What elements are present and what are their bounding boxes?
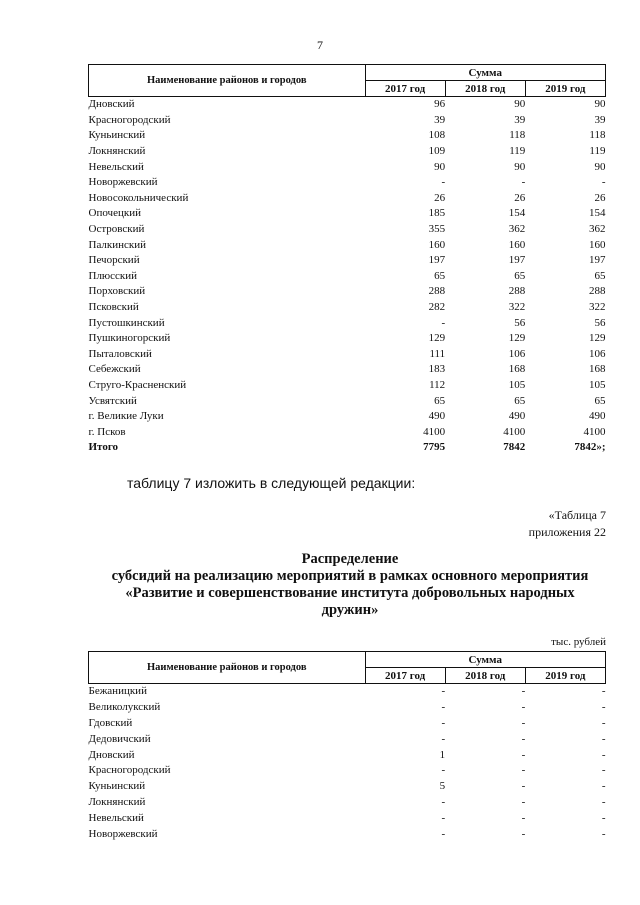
cell-2019: - [601, 764, 606, 777]
cell-2018: - [521, 827, 526, 840]
cell-name: Плюсский [88, 269, 138, 282]
cell-name: Бежаницкий [88, 685, 147, 698]
heading-line4: дружин» [321, 602, 379, 618]
cell-2018: 129 [508, 332, 526, 345]
cell-2018: 56 [514, 316, 526, 329]
cell-2017: 160 [428, 238, 446, 251]
cell-2017: 109 [428, 145, 446, 158]
cell-2019: 4100 [583, 425, 606, 438]
cell-2017: 5 [439, 780, 446, 793]
cell-2018: - [521, 780, 526, 793]
cell-2019: 90 [594, 98, 606, 111]
units-label: тыс. рублей [551, 636, 606, 648]
cell-2017: 26 [434, 191, 446, 204]
cell-2017: 4100 [423, 425, 446, 438]
cell-2018: 26 [514, 191, 526, 204]
cell-name: Опочецкий [88, 207, 141, 220]
cell-2017: 1 [439, 748, 446, 761]
cell-2017: 90 [434, 160, 446, 173]
cell-name: Красногородский [88, 113, 171, 126]
amendment-instruction: таблицу 7 изложить в следующей редакции: [127, 475, 416, 491]
table-row [89, 113, 606, 129]
column-header-2019: 2019 год [525, 668, 605, 684]
table-row [89, 331, 606, 347]
cell-2018: - [521, 716, 526, 729]
cell-2018: - [521, 176, 526, 189]
table-row [89, 206, 606, 222]
cell-name: Дновский [88, 98, 135, 111]
cell-2018: 118 [509, 129, 526, 142]
cell-2017: 96 [434, 98, 446, 111]
cell-name: Итого [88, 441, 119, 454]
cell-2018: 197 [508, 254, 526, 267]
cell-2017: - [441, 316, 446, 329]
cell-name: Локнянский [88, 145, 146, 158]
cell-name: Пушкиногорский [88, 332, 171, 345]
table-row [89, 269, 606, 285]
cell-2019: 56 [594, 316, 606, 329]
cell-2019: - [601, 701, 606, 714]
cell-name: Локнянский [88, 795, 146, 808]
cell-2018: 90 [514, 160, 526, 173]
cell-2019: - [601, 748, 606, 761]
cell-2017: 355 [428, 223, 446, 236]
cell-2018: 106 [508, 347, 526, 360]
cell-2018: 65 [514, 394, 526, 407]
table-row [89, 716, 606, 732]
table-row [89, 393, 606, 409]
cell-2017: 108 [428, 129, 446, 142]
cell-2019: - [601, 176, 606, 189]
cell-2017: - [441, 811, 446, 824]
table-row [89, 300, 606, 316]
heading-line2: субсидий на реализацию мероприятий в рамках основного мероприятия [111, 568, 589, 584]
cell-name: Красногородский [88, 764, 171, 777]
cell-2018: 7842 [503, 441, 526, 454]
cell-2017: - [441, 764, 446, 777]
table-row [89, 175, 606, 191]
table-row [89, 810, 606, 826]
cell-2018: 4100 [503, 425, 526, 438]
table-row [89, 128, 606, 144]
cell-2017: 288 [428, 285, 446, 298]
table-row [89, 795, 606, 811]
cell-name: г. Великие Луки [88, 410, 164, 423]
cell-2017: - [441, 701, 446, 714]
column-header-2017: 2017 год [365, 81, 445, 97]
cell-2017: 39 [434, 113, 446, 126]
table-reference-line1: «Таблица 7 [548, 508, 606, 522]
column-header-name: Наименование районов и городов [89, 652, 366, 684]
column-header-2018: 2018 год [445, 81, 525, 97]
cell-2017: 490 [428, 410, 446, 423]
heading-line1: Распределение [301, 551, 399, 567]
table-total-row [89, 440, 606, 456]
table-row [89, 284, 606, 300]
cell-2018: 288 [508, 285, 526, 298]
table-heading [90, 551, 610, 619]
table-row [89, 222, 606, 238]
cell-2019: 90 [594, 160, 606, 173]
column-header-sum: Сумма [365, 65, 605, 81]
cell-2018: 362 [508, 223, 526, 236]
cell-2019: 119 [589, 145, 606, 158]
cell-name: Дновский [88, 748, 135, 761]
cell-2017: 112 [429, 378, 446, 391]
table-row [89, 684, 606, 700]
table-row [89, 347, 606, 363]
cell-name: Великолукский [88, 701, 161, 714]
cell-2018: 39 [514, 113, 526, 126]
cell-2019: 65 [594, 394, 606, 407]
table-row [89, 826, 606, 842]
cell-2019: - [601, 780, 606, 793]
cell-2019: 362 [589, 223, 606, 236]
cell-name: Куньинский [88, 780, 146, 793]
table-row [89, 97, 606, 113]
cell-2017: - [441, 827, 446, 840]
cell-2018: 168 [508, 363, 526, 376]
column-header-2018: 2018 год [445, 668, 525, 684]
table-row [89, 763, 606, 779]
cell-2019: 160 [589, 238, 606, 251]
cell-2019: 197 [589, 254, 606, 267]
cell-name: Себежский [88, 363, 141, 376]
table-row [89, 779, 606, 795]
cell-2018: 154 [508, 207, 526, 220]
cell-2018: - [521, 685, 526, 698]
cell-2017: 282 [428, 301, 446, 314]
cell-2019: 118 [589, 129, 606, 142]
table-row [89, 409, 606, 425]
cell-2018: 105 [508, 378, 526, 391]
cell-name: Невельский [88, 811, 144, 824]
table-row [89, 424, 606, 440]
cell-name: Новоржевский [88, 827, 158, 840]
cell-2019: 7842»; [574, 441, 606, 454]
cell-2017: 65 [434, 394, 446, 407]
cell-2017: 183 [428, 363, 446, 376]
cell-2019: - [601, 685, 606, 698]
subsidy-table-previous [88, 64, 606, 456]
cell-2019: 288 [589, 285, 606, 298]
page-number: 7 [317, 38, 323, 52]
column-header-sum: Сумма [365, 652, 605, 668]
table-row [89, 253, 606, 269]
cell-2017: - [441, 176, 446, 189]
table-row [89, 144, 606, 160]
cell-2017: 7795 [423, 441, 446, 454]
cell-2019: - [601, 716, 606, 729]
cell-2019: 322 [589, 301, 606, 314]
cell-2018: 160 [508, 238, 526, 251]
cell-name: Гдовский [88, 716, 133, 729]
cell-2017: 111 [429, 347, 446, 360]
cell-2017: - [441, 732, 446, 745]
cell-2018: 119 [509, 145, 526, 158]
cell-2017: - [441, 795, 446, 808]
cell-2017: - [441, 685, 446, 698]
cell-name: г. Псков [88, 425, 126, 438]
cell-name: Куньинский [88, 129, 146, 142]
subsidy-table-dnd [88, 651, 606, 842]
cell-name: Новоржевский [88, 176, 158, 189]
cell-2019: - [601, 732, 606, 745]
cell-2017: 185 [428, 207, 446, 220]
cell-name: Невельский [88, 160, 144, 173]
table-row [89, 237, 606, 253]
cell-2017: 65 [434, 269, 446, 282]
column-header-2019: 2019 год [525, 81, 605, 97]
cell-2017: 197 [428, 254, 446, 267]
cell-2019: 490 [589, 410, 606, 423]
column-header-2017: 2017 год [365, 668, 445, 684]
table-row [89, 747, 606, 763]
cell-2019: 154 [589, 207, 606, 220]
cell-name: Псковский [88, 301, 139, 314]
table-row [89, 700, 606, 716]
cell-2017: 129 [428, 332, 446, 345]
cell-2019: - [601, 811, 606, 824]
table-row [89, 378, 606, 394]
cell-2019: 105 [589, 378, 606, 391]
cell-name: Островский [88, 223, 145, 236]
cell-2019: 65 [594, 269, 606, 282]
cell-2019: 106 [589, 347, 606, 360]
cell-name: Порховский [88, 285, 146, 298]
cell-2019: 39 [594, 113, 606, 126]
table-reference [529, 507, 606, 541]
cell-2018: - [521, 811, 526, 824]
cell-2019: 26 [594, 191, 606, 204]
cell-name: Пыталовский [88, 347, 152, 360]
table-row [89, 159, 606, 175]
cell-2019: - [601, 827, 606, 840]
cell-name: Дедовичский [88, 732, 151, 745]
cell-name: Новосокольнический [88, 191, 189, 204]
table-row [89, 731, 606, 747]
table-row [89, 191, 606, 207]
cell-2018: - [521, 764, 526, 777]
cell-2019: 168 [589, 363, 606, 376]
cell-2018: - [521, 748, 526, 761]
table-reference-line2: приложения 22 [528, 525, 606, 539]
heading-line3: «Развитие и совершенствование института добровольных народных [125, 585, 575, 601]
cell-name: Усвятский [88, 394, 137, 407]
cell-2018: - [521, 701, 526, 714]
cell-2017: - [441, 716, 446, 729]
table-row [89, 315, 606, 331]
cell-2018: 90 [514, 98, 526, 111]
cell-2018: - [521, 795, 526, 808]
cell-2018: - [521, 732, 526, 745]
table-row [89, 362, 606, 378]
cell-2019: 129 [589, 332, 606, 345]
column-header-name: Наименование районов и городов [89, 65, 366, 97]
cell-2018: 322 [508, 301, 526, 314]
cell-name: Струго-Красненский [88, 378, 187, 391]
cell-name: Палкинский [88, 238, 147, 251]
cell-2018: 65 [514, 269, 526, 282]
cell-name: Пустошкинский [88, 316, 165, 329]
cell-2018: 490 [508, 410, 526, 423]
cell-name: Печорский [88, 254, 140, 267]
cell-2019: - [601, 795, 606, 808]
